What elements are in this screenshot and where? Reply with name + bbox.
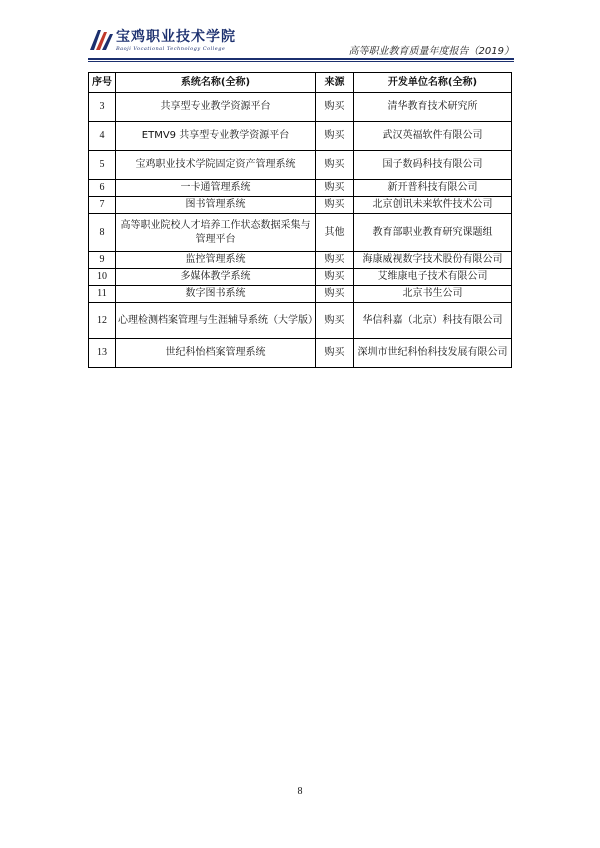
row-number: 8 bbox=[89, 214, 116, 252]
row-number: 3 bbox=[89, 93, 116, 122]
row-number: 4 bbox=[89, 122, 116, 151]
row-number: 13 bbox=[89, 339, 116, 368]
table-row bbox=[89, 151, 512, 180]
header-rule-thin bbox=[88, 61, 514, 62]
column-header-developer: 开发单位名称(全称) bbox=[354, 73, 512, 93]
row-number: 6 bbox=[89, 180, 116, 197]
system-name: 高等职业院校人才培养工作状态数据采集与管理平台 bbox=[116, 214, 316, 252]
table-row bbox=[89, 214, 512, 252]
row-number: 12 bbox=[89, 303, 116, 339]
table-row bbox=[89, 93, 512, 122]
developer: 教育部职业教育研究课题组 bbox=[354, 214, 512, 252]
college-logo bbox=[88, 28, 236, 58]
source: 购买 bbox=[316, 122, 354, 151]
developer: 华信科嘉（北京）科技有限公司 bbox=[354, 303, 512, 339]
developer: 海康威视数字技术股份有限公司 bbox=[354, 252, 512, 269]
table-header-row bbox=[89, 73, 512, 93]
source: 购买 bbox=[316, 93, 354, 122]
developer: 清华教育技术研究所 bbox=[354, 93, 512, 122]
system-name: 宝鸡职业技术学院固定资产管理系统 bbox=[116, 151, 316, 180]
software-systems-table bbox=[88, 72, 512, 368]
header-rule bbox=[88, 58, 514, 60]
source: 购买 bbox=[316, 269, 354, 286]
college-emblem-icon bbox=[88, 28, 114, 52]
table-row bbox=[89, 286, 512, 303]
developer: 深圳市世纪科怡科技发展有限公司 bbox=[354, 339, 512, 368]
source: 购买 bbox=[316, 286, 354, 303]
system-name: 心理检测档案管理与生涯辅导系统（大学版） bbox=[116, 303, 316, 339]
source: 购买 bbox=[316, 303, 354, 339]
system-name: 一卡通管理系统 bbox=[116, 180, 316, 197]
column-header-system-name: 系统名称(全称) bbox=[116, 73, 316, 93]
developer: 国子数码科技有限公司 bbox=[354, 151, 512, 180]
system-name: 世纪科怡档案管理系统 bbox=[116, 339, 316, 368]
developer: 北京创讯未来软件技术公司 bbox=[354, 197, 512, 214]
developer: 北京书生公司 bbox=[354, 286, 512, 303]
page-number: 8 bbox=[297, 786, 303, 797]
row-number: 9 bbox=[89, 252, 116, 269]
report-title: 高等职业教育质量年度报告（2019） bbox=[348, 46, 514, 57]
system-name: ETMV9 共享型专业教学资源平台 bbox=[116, 122, 316, 151]
source: 购买 bbox=[316, 180, 354, 197]
row-number: 11 bbox=[89, 286, 116, 303]
table-row bbox=[89, 269, 512, 286]
source: 购买 bbox=[316, 151, 354, 180]
table-row bbox=[89, 252, 512, 269]
source: 购买 bbox=[316, 197, 354, 214]
table-row bbox=[89, 122, 512, 151]
logo-chinese-name: 宝鸡职业技术学院 bbox=[116, 29, 236, 45]
system-name: 多媒体教学系统 bbox=[116, 269, 316, 286]
logo-english-name: Baoji Vocational Technology College bbox=[116, 46, 226, 52]
source: 购买 bbox=[316, 252, 354, 269]
system-name: 监控管理系统 bbox=[116, 252, 316, 269]
system-name: 图书管理系统 bbox=[116, 197, 316, 214]
developer: 新开普科技有限公司 bbox=[354, 180, 512, 197]
table-row bbox=[89, 197, 512, 214]
system-name: 数字图书系统 bbox=[116, 286, 316, 303]
source: 其他 bbox=[316, 214, 354, 252]
source: 购买 bbox=[316, 339, 354, 368]
page-header bbox=[88, 28, 514, 62]
table-row bbox=[89, 339, 512, 368]
column-header-source: 来源 bbox=[316, 73, 354, 93]
developer: 艾维康电子技术有限公司 bbox=[354, 269, 512, 286]
row-number: 5 bbox=[89, 151, 116, 180]
table-row bbox=[89, 180, 512, 197]
developer: 武汉英福软件有限公司 bbox=[354, 122, 512, 151]
system-name: 共享型专业教学资源平台 bbox=[116, 93, 316, 122]
row-number: 10 bbox=[89, 269, 116, 286]
column-header-number: 序号 bbox=[89, 73, 116, 93]
table-row bbox=[89, 303, 512, 339]
row-number: 7 bbox=[89, 197, 116, 214]
